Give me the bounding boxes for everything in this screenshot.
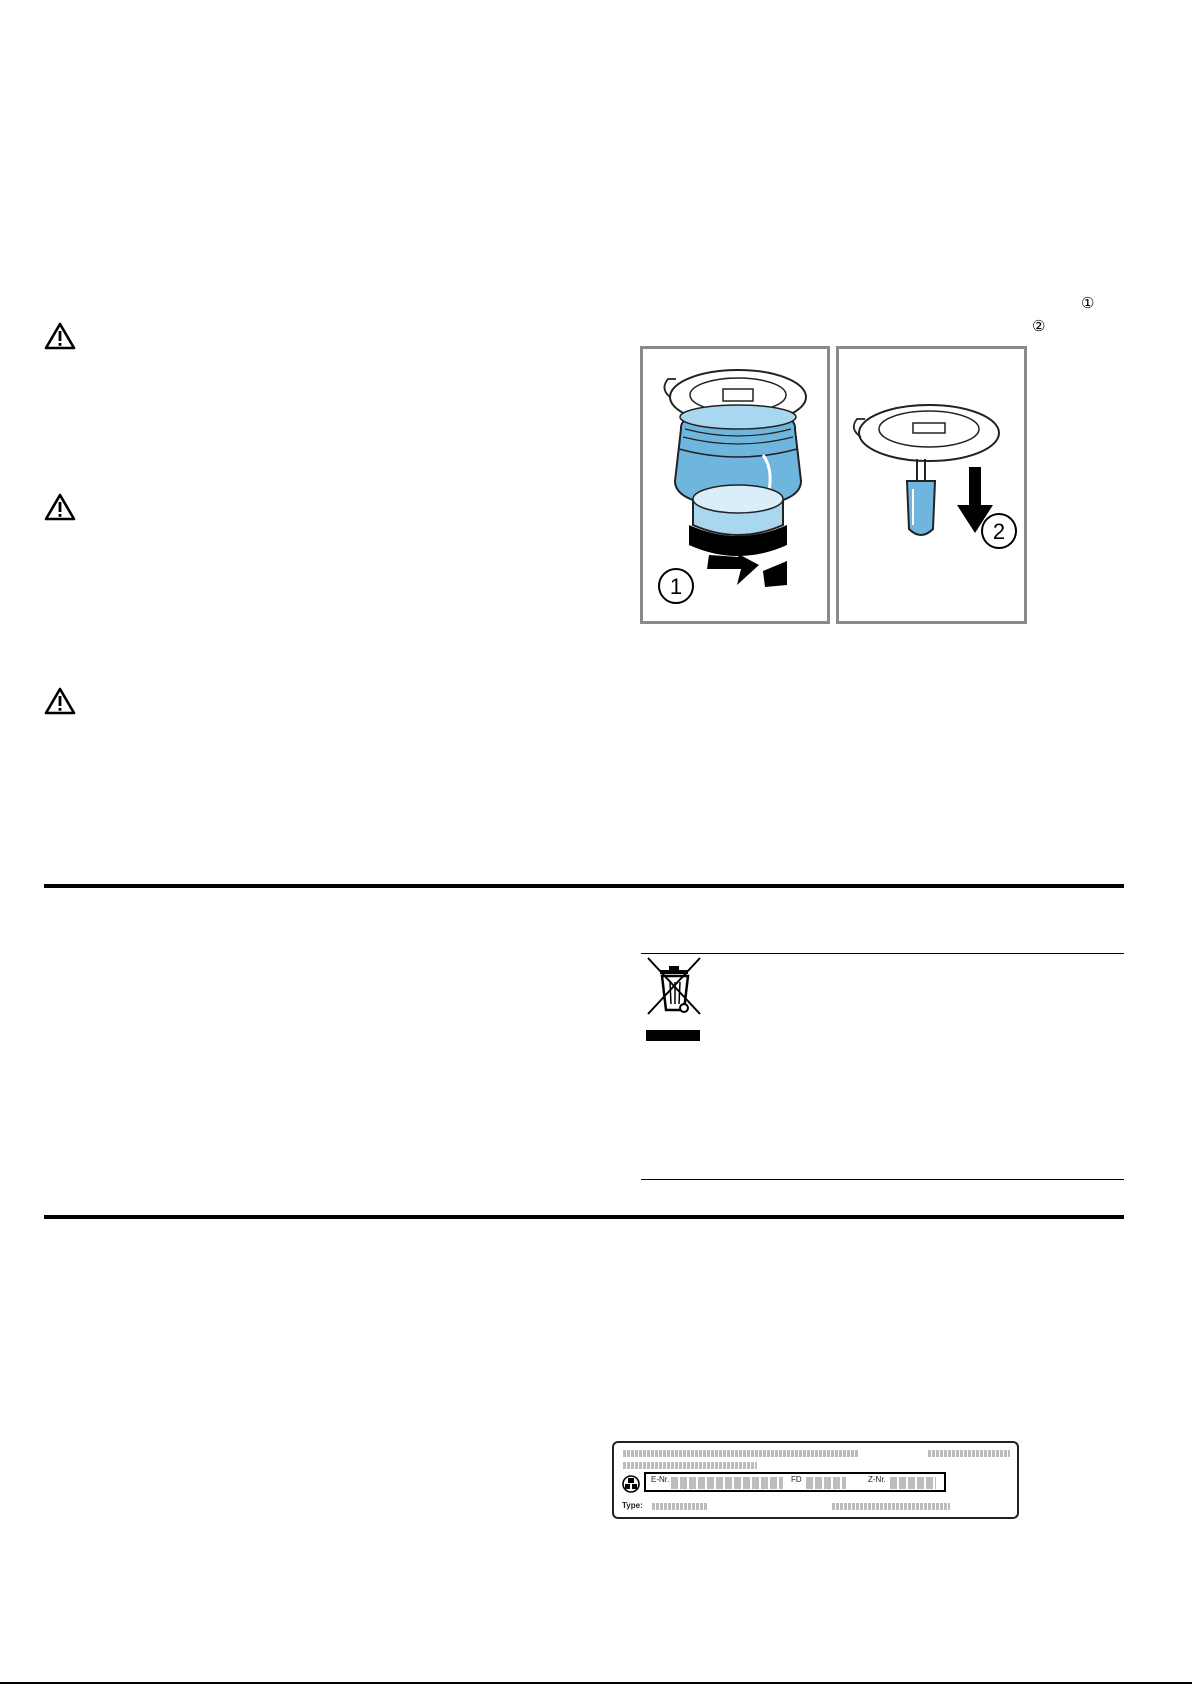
page-bottom-rule bbox=[0, 1682, 1192, 1684]
illustration-panel-remove-bulb bbox=[836, 346, 1027, 624]
z-nr-label: Z-Nr. bbox=[868, 1475, 886, 1484]
step-1-marker: ① bbox=[1081, 295, 1095, 312]
placeholder-text-line bbox=[623, 1462, 757, 1469]
rating-plate-illustration bbox=[612, 1441, 1019, 1519]
fd-label: FD bbox=[791, 1475, 802, 1484]
e-nr-placeholder bbox=[671, 1477, 783, 1489]
z-nr-placeholder bbox=[890, 1477, 936, 1489]
bulb-remove-illustration bbox=[839, 349, 1024, 621]
e-nr-label: E-Nr. bbox=[651, 1475, 670, 1484]
disposal-box-bottom-rule bbox=[641, 1179, 1124, 1180]
placeholder-text-line bbox=[623, 1450, 859, 1457]
section-divider bbox=[44, 884, 1124, 888]
type-placeholder bbox=[652, 1503, 708, 1510]
section-divider bbox=[44, 1215, 1124, 1219]
rating-plate-number-frame bbox=[644, 1472, 946, 1492]
step-2-marker: ② bbox=[1032, 318, 1046, 335]
warning-symbol-icon bbox=[622, 1475, 640, 1493]
placeholder-text-line bbox=[928, 1450, 1010, 1457]
weee-crossed-bin-icon bbox=[644, 956, 704, 1042]
fd-placeholder bbox=[806, 1477, 846, 1489]
type-label: Type: bbox=[622, 1501, 643, 1510]
illustration-panel-unscrew-cover bbox=[640, 346, 830, 624]
warning-icon bbox=[44, 493, 76, 521]
warning-icon bbox=[44, 322, 76, 350]
step-2-number: 2 bbox=[992, 519, 1006, 544]
placeholder-text-line bbox=[832, 1503, 950, 1510]
warning-icon bbox=[44, 687, 76, 715]
step-1-number: 1 bbox=[669, 574, 683, 599]
lamp-cover-rotate-illustration bbox=[643, 349, 827, 621]
disposal-box-top-rule bbox=[641, 953, 1124, 954]
